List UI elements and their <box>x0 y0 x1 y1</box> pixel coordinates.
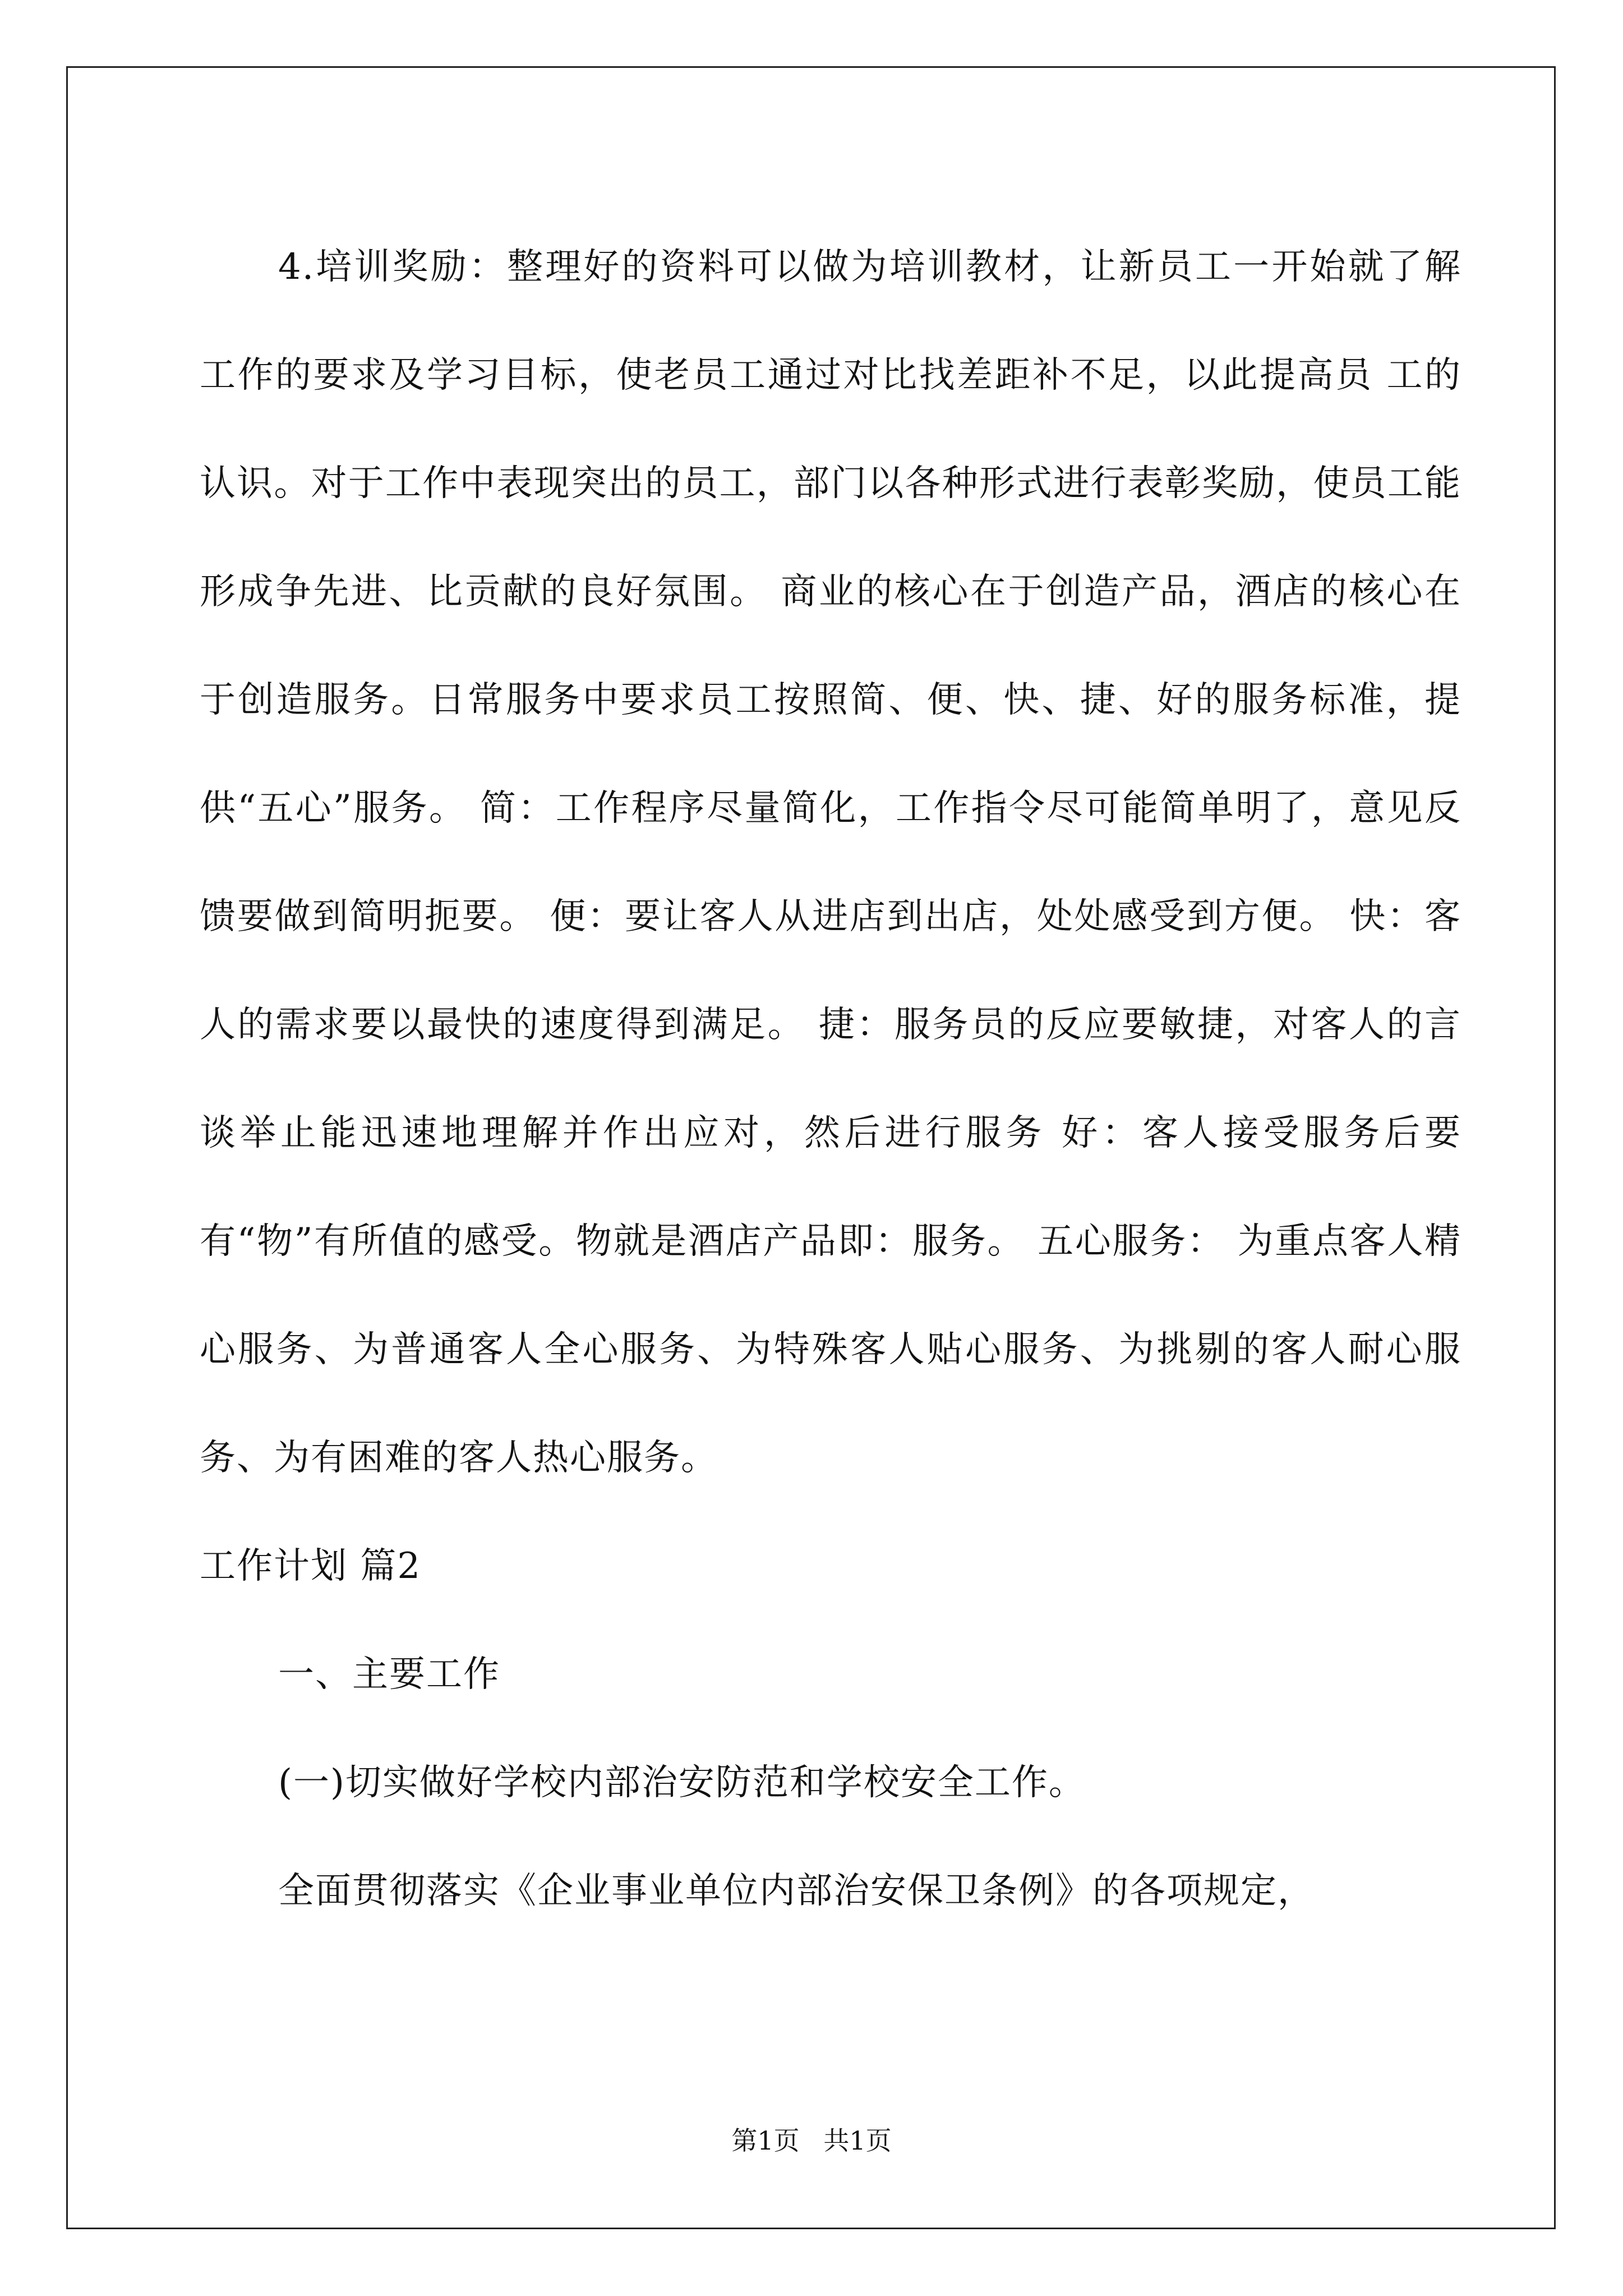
page-footer <box>0 2120 1623 2157</box>
document-body <box>200 213 1461 1945</box>
section-heading-work-plan: 工作计划 篇2 <box>200 1545 422 1587</box>
page-number-current: 第1页 <box>731 2125 800 2156</box>
page-number-total: 共1页 <box>823 2125 892 2156</box>
subheading-school-safety: (一)切实做好学校内部治安防范和学校安全工作。 <box>278 1762 1086 1803</box>
paragraph-training-rewards: 4.培训奖励：整理好的资料可以做为培训教材，让新员工一开始就了解工作的要求及学习目标，使老员工通过对比找差距补不足，以此提高员 工的认识。对于工作中表现突出的员工，部门以各种形式进行表彰奖励，使员工能形成争先进、比贡献的良好氛围。 商业的核心在于创造产品，酒店的核心在于创造服务。日常服务中要求员工按照简、便、快、捷、好的服务标准，提供“五心”服务。 简：工作程序尽量简化，工作指令尽可能简单明了，意见反馈要做到简明扼要。 便：要让客人从进店到出店，处处感受到方便。 快：客人的需求要以最快的速度得到满足。 捷：服务员的反应要敏捷，对客人的言谈举止能迅速地理解并作出应对，然后进行服务 好：客人接受服务后要有“物”有所值的感受。物就是酒店产品即：服务。 五心服务： 为重点客人精心服务、为普通客人全心服务、为特殊客人贴心服务、为挑剔的客人耐心服务、为有困难的客人热心服务。 <box>200 246 1461 1479</box>
subheading-main-work: 一、主要工作 <box>278 1654 500 1695</box>
paragraph-regulations: 全面贯彻落实《企业事业单位内部治安保卫条例》的各项规定， <box>278 1870 1315 1912</box>
